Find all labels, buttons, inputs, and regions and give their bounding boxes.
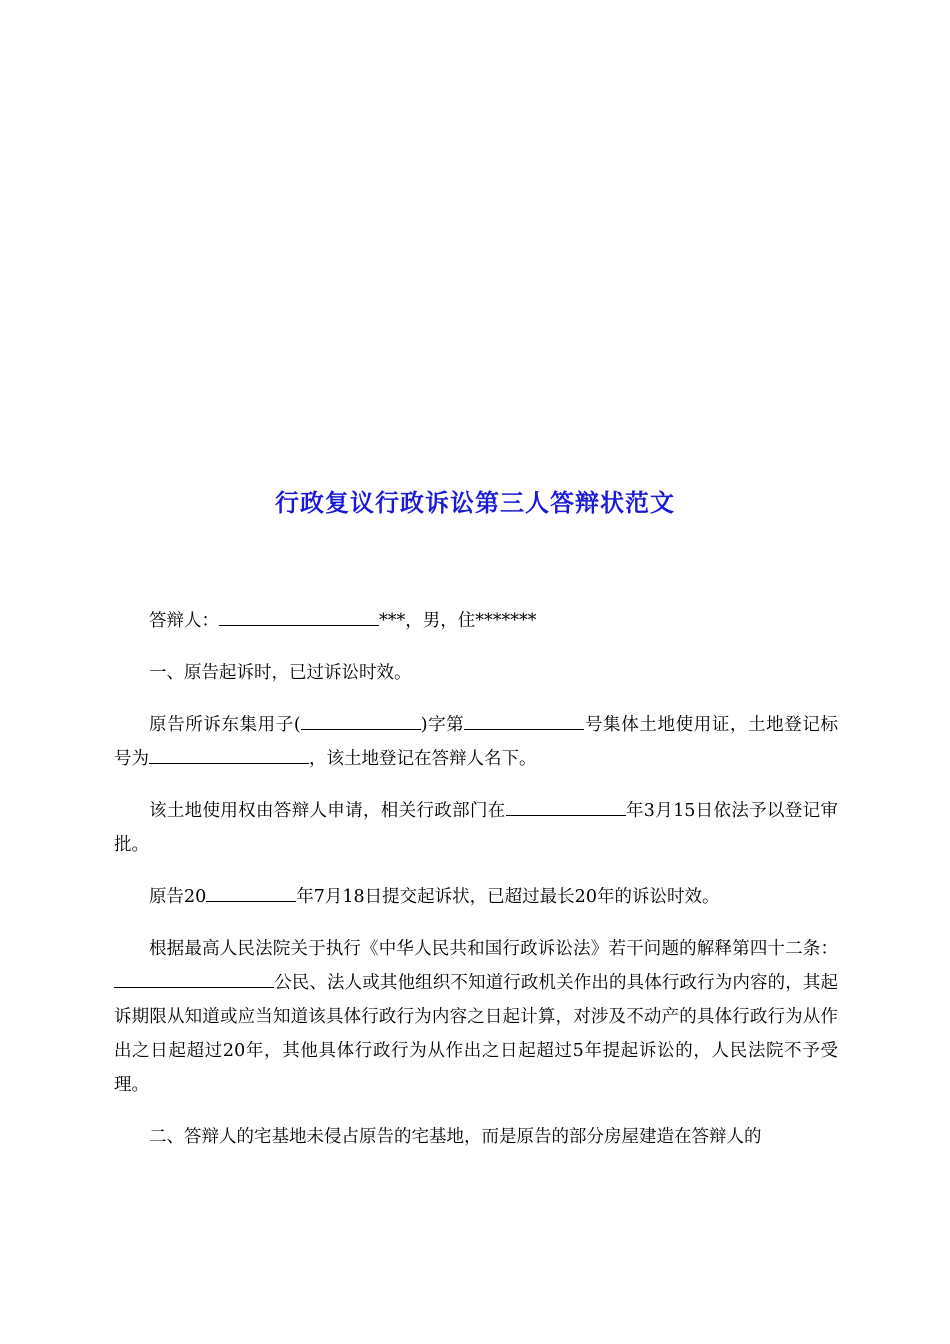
text-segment: 年3月15日依法予以登记审批。 xyxy=(114,801,838,855)
paragraph-section-two xyxy=(114,1120,838,1154)
text-segment: 二、答辩人的宅基地未侵占原告的宅基地，而是原告的部分房屋建造在答辩人的 xyxy=(149,1127,762,1147)
paragraph-registration xyxy=(114,794,838,862)
text-segment: 原告所诉东集用子( xyxy=(149,715,301,735)
text-segment: 号集体土地使用证，土地登记标号为 xyxy=(114,715,839,769)
blank-line xyxy=(149,743,309,764)
blank-line xyxy=(206,881,296,902)
paragraph-filing-date xyxy=(114,880,838,914)
text-segment: 该土地使用权由答辩人申请，相关行政部门在 xyxy=(149,801,506,821)
text-segment: 根据最高人民法院关于执行《中华人民共和国行政诉讼法》若干问题的解释第四十二条： xyxy=(149,939,838,959)
text-segment: 原告20 xyxy=(149,887,207,907)
text-segment: 年7月18日提交起诉状，已超过最长20年的诉讼时效。 xyxy=(296,887,720,907)
paragraph-respondent xyxy=(114,604,838,638)
respondent-info: ***，男，住******* xyxy=(379,611,537,631)
blank-line xyxy=(464,709,584,730)
paragraph-section-one-heading xyxy=(114,656,838,690)
blank-line xyxy=(301,709,421,730)
text-segment: )字第 xyxy=(420,715,465,735)
text-segment: ，该土地登记在答辩人名下。 xyxy=(309,749,537,769)
document-title: 行政复议行政诉讼第三人答辩状范文 xyxy=(275,488,675,517)
section-one-heading: 一、原告起诉时，已过诉讼时效。 xyxy=(149,663,412,683)
respondent-label: 答辩人： xyxy=(149,611,219,631)
text-segment: 公民、法人或其他组织不知道行政机关作出的具体行政行为内容的，其起诉期限从知道或应当知道该具体行政行为内容之日起计算，对涉及不动产的具体行政行为从作出之日起超过20年，其他具体行政行为从作出之日起超过5年提起诉讼的，人民法院不予受理。 xyxy=(114,973,838,1095)
blank-line xyxy=(114,967,274,988)
blank-line xyxy=(219,605,379,626)
paragraph-land-certificate xyxy=(114,708,838,776)
blank-line xyxy=(506,795,626,816)
document-body xyxy=(114,604,838,1172)
paragraph-legal-basis xyxy=(114,932,838,1102)
